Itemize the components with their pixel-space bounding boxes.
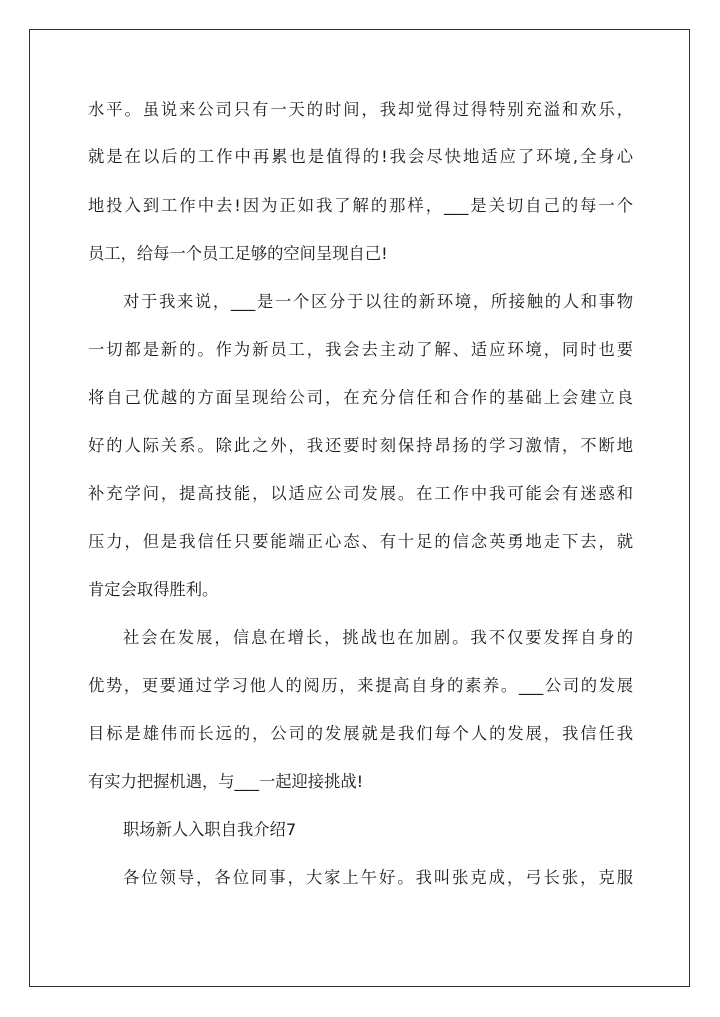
paragraph-line: 有实力把握机遇，与___一起迎接挑战! xyxy=(88,772,364,791)
paragraph-line: 水平。虽说来公司只有一天的时间，我却觉得过得特别充溢和欢乐， xyxy=(88,100,633,119)
paragraph-line: 各位领导，各位同事，大家上午好。我叫张克成，弓长张，克服 xyxy=(123,868,633,887)
paragraph-line: 优势，更要通过学习他人的阅历，来提高自身的素养。___公司的发展 xyxy=(88,676,633,695)
paragraph-line: 对于我来说，___是一个区分于以往的新环境，所接触的人和事物 xyxy=(123,292,633,311)
paragraph-line: 补充学问，提高技能，以适应公司发展。在工作中我可能会有迷惑和 xyxy=(88,484,633,503)
paragraph-line: 压力，但是我信任只要能端正心态、有十足的信念英勇地走下去，就 xyxy=(88,532,633,551)
paragraph-line: 就是在以后的工作中再累也是值得的!我会尽快地适应了环境,全身心 xyxy=(88,147,633,166)
paragraph-line: 将自己优越的方面呈现给公司，在充分信任和合作的基础上会建立良 xyxy=(88,388,633,407)
paragraph-line: 肯定会取得胜利。 xyxy=(88,580,219,599)
paragraph-line: 一切都是新的。作为新员工，我会去主动了解、适应环境，同时也要 xyxy=(88,340,633,359)
paragraph-line: 社会在发展，信息在增长，挑战也在加剧。我不仅要发挥自身的 xyxy=(123,628,633,647)
section-heading: 职场新人入职自我介绍7 xyxy=(123,820,297,839)
paragraph-line: 员工，给每一个员工足够的空间呈现自己! xyxy=(88,244,388,263)
paragraph-line: 地投入到工作中去!因为正如我了解的那样，___是关切自己的每一个 xyxy=(88,196,633,215)
page-border xyxy=(29,29,690,987)
paragraph-line: 目标是雄伟而长远的，公司的发展就是我们每个人的发展，我信任我 xyxy=(88,724,633,743)
paragraph-line: 好的人际关系。除此之外，我还要时刻保持昂扬的学习激情，不断地 xyxy=(88,436,633,455)
